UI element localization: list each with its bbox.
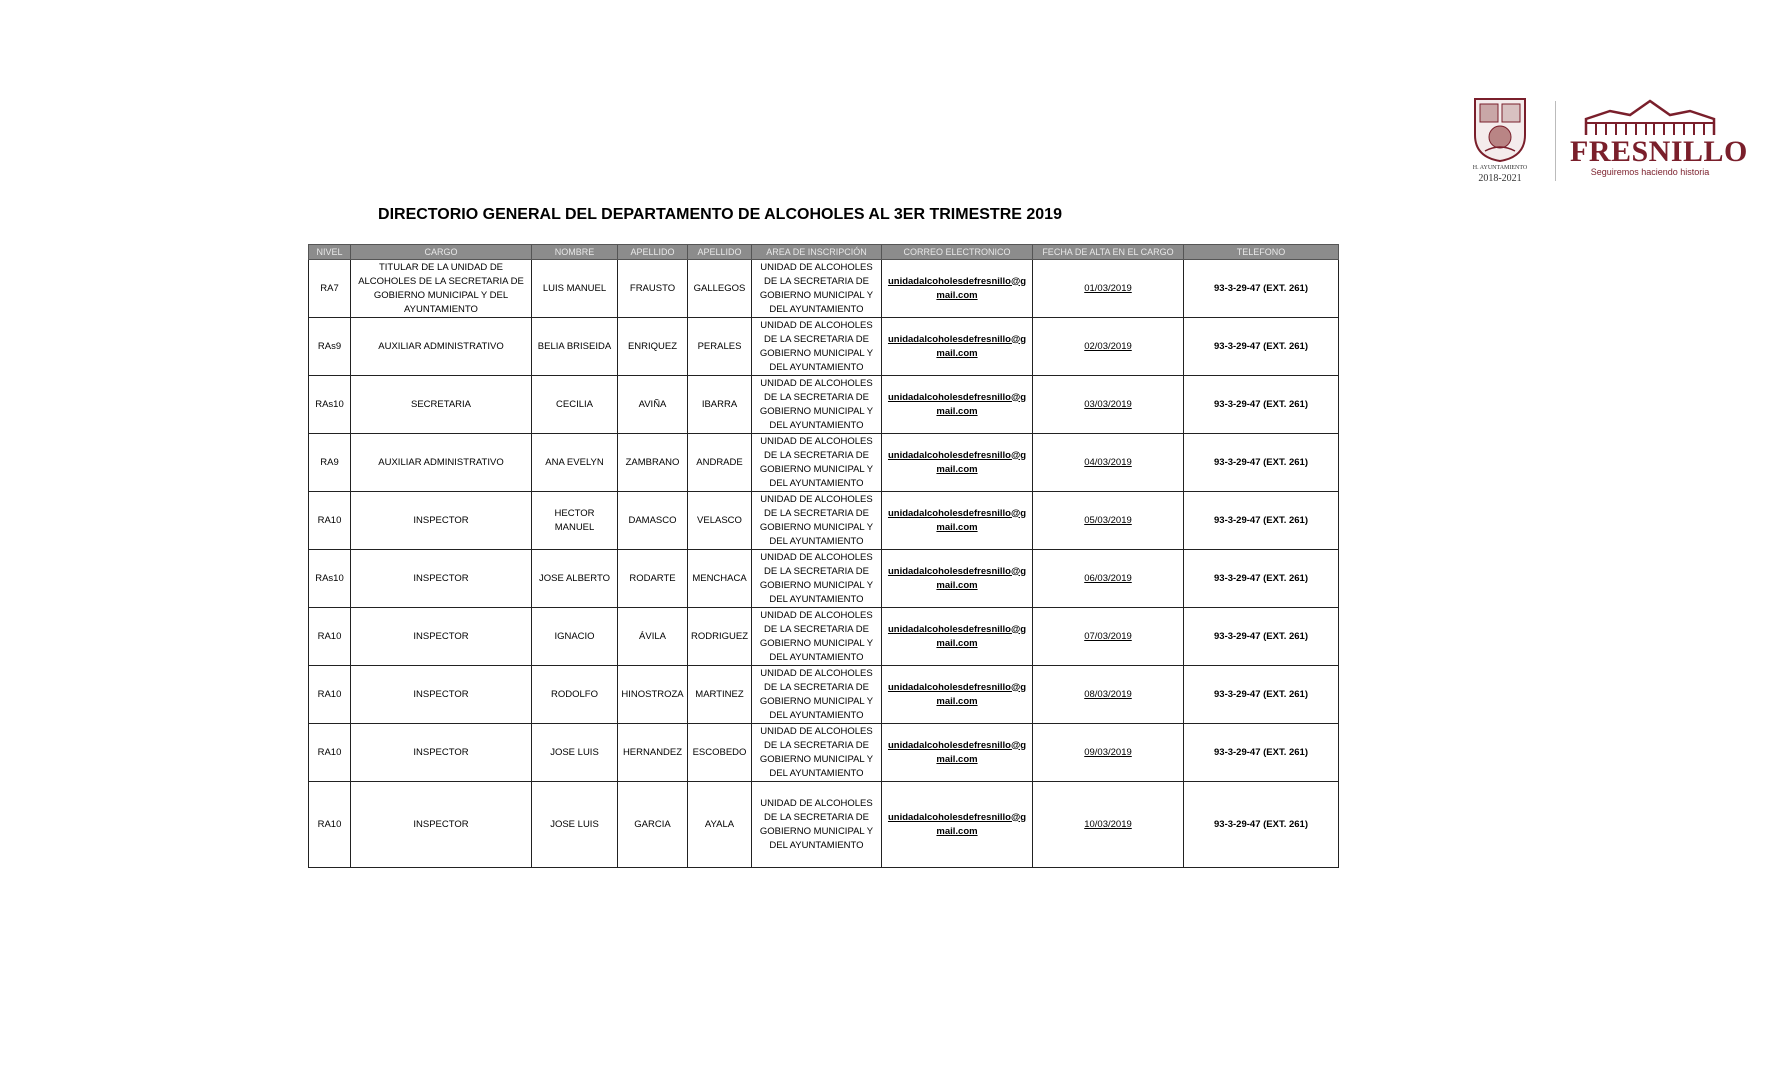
cell-area: UNIDAD DE ALCOHOLES DE LA SECRETARIA DE GOBIERNO MUNICIPAL Y DEL AYUNTAMIENTO	[752, 608, 882, 666]
cell-nombre: JOSE LUIS	[532, 782, 618, 868]
cell-fecha-alta: 03/03/2019	[1033, 376, 1184, 434]
brand-slogan: Seguiremos haciendo historia	[1590, 167, 1710, 177]
table-row	[309, 666, 1339, 724]
cell-apellido-paterno: RODARTE	[618, 550, 688, 608]
crest-shield-icon	[1471, 95, 1529, 163]
cell-area: UNIDAD DE ALCOHOLES DE LA SECRETARIA DE GOBIERNO MUNICIPAL Y DEL AYUNTAMIENTO	[752, 782, 882, 868]
column-header: APELLIDO	[618, 245, 688, 260]
cell-apellido-materno: MENCHACA	[688, 550, 752, 608]
cell-cargo: AUXILIAR ADMINISTRATIVO	[351, 318, 532, 376]
cell-nombre: BELIA BRISEIDA	[532, 318, 618, 376]
cell-area: UNIDAD DE ALCOHOLES DE LA SECRETARIA DE GOBIERNO MUNICIPAL Y DEL AYUNTAMIENTO	[752, 724, 882, 782]
cell-cargo: INSPECTOR	[351, 782, 532, 868]
crest-caption: H. AYUNTAMIENTO	[1472, 165, 1528, 171]
cell-fecha-alta: 09/03/2019	[1033, 724, 1184, 782]
table-row	[309, 724, 1339, 782]
brand-name: FRESNILLO	[1570, 135, 1748, 168]
table-header-row	[309, 245, 1339, 260]
cell-cargo: INSPECTOR	[351, 666, 532, 724]
cell-nivel: RA10	[309, 492, 351, 550]
cell-nombre: IGNACIO	[532, 608, 618, 666]
column-header: FECHA DE ALTA EN EL CARGO	[1033, 245, 1184, 260]
cell-apellido-paterno: ZAMBRANO	[618, 434, 688, 492]
cell-apellido-materno: VELASCO	[688, 492, 752, 550]
table-row	[309, 492, 1339, 550]
cell-telefono: 93-3-29-47 (EXT. 261)	[1184, 782, 1339, 868]
column-header: AREA DE INSCRIPCIÓN	[752, 245, 882, 260]
cell-fecha-alta: 02/03/2019	[1033, 318, 1184, 376]
cell-fecha-alta: 07/03/2019	[1033, 608, 1184, 666]
table-body	[309, 260, 1339, 868]
cell-area: UNIDAD DE ALCOHOLES DE LA SECRETARIA DE GOBIERNO MUNICIPAL Y DEL AYUNTAMIENTO	[752, 318, 882, 376]
cell-cargo: SECRETARIA	[351, 376, 532, 434]
table-row	[309, 608, 1339, 666]
building-skyline-icon	[1580, 97, 1720, 137]
table-row	[309, 318, 1339, 376]
cell-nombre: LUIS MANUEL	[532, 260, 618, 318]
cell-email[interactable]: unidadalcoholesdefresnillo@gmail.com	[882, 608, 1033, 666]
cell-telefono: 93-3-29-47 (EXT. 261)	[1184, 666, 1339, 724]
column-header: CORREO ELECTRONICO	[882, 245, 1033, 260]
cell-fecha-alta: 08/03/2019	[1033, 666, 1184, 724]
cell-nivel: RA7	[309, 260, 351, 318]
cell-nivel: RA10	[309, 724, 351, 782]
column-header: TELEFONO	[1184, 245, 1339, 260]
cell-cargo: INSPECTOR	[351, 608, 532, 666]
cell-telefono: 93-3-29-47 (EXT. 261)	[1184, 724, 1339, 782]
cell-email[interactable]: unidadalcoholesdefresnillo@gmail.com	[882, 550, 1033, 608]
column-header: CARGO	[351, 245, 532, 260]
cell-telefono: 93-3-29-47 (EXT. 261)	[1184, 608, 1339, 666]
cell-area: UNIDAD DE ALCOHOLES DE LA SECRETARIA DE GOBIERNO MUNICIPAL Y DEL AYUNTAMIENTO	[752, 666, 882, 724]
cell-apellido-materno: GALLEGOS	[688, 260, 752, 318]
cell-apellido-materno: IBARRA	[688, 376, 752, 434]
cell-telefono: 93-3-29-47 (EXT. 261)	[1184, 492, 1339, 550]
cell-apellido-materno: ESCOBEDO	[688, 724, 752, 782]
cell-apellido-paterno: HINOSTROZA	[618, 666, 688, 724]
cell-fecha-alta: 06/03/2019	[1033, 550, 1184, 608]
cell-fecha-alta: 05/03/2019	[1033, 492, 1184, 550]
cell-apellido-materno: ANDRADE	[688, 434, 752, 492]
cell-apellido-materno: RODRIGUEZ	[688, 608, 752, 666]
cell-cargo: TITULAR DE LA UNIDAD DE ALCOHOLES DE LA SECRETARIA DE GOBIERNO MUNICIPAL Y DEL AYUNTAMIENTO	[351, 260, 532, 318]
column-header: APELLIDO	[688, 245, 752, 260]
cell-email[interactable]: unidadalcoholesdefresnillo@gmail.com	[882, 724, 1033, 782]
cell-apellido-paterno: AVIÑA	[618, 376, 688, 434]
cell-email[interactable]: unidadalcoholesdefresnillo@gmail.com	[882, 782, 1033, 868]
cell-area: UNIDAD DE ALCOHOLES DE LA SECRETARIA DE GOBIERNO MUNICIPAL Y DEL AYUNTAMIENTO	[752, 376, 882, 434]
cell-apellido-materno: PERALES	[688, 318, 752, 376]
cell-cargo: AUXILIAR ADMINISTRATIVO	[351, 434, 532, 492]
cell-apellido-paterno: GARCIA	[618, 782, 688, 868]
table-row	[309, 376, 1339, 434]
cell-email[interactable]: unidadalcoholesdefresnillo@gmail.com	[882, 376, 1033, 434]
cell-area: UNIDAD DE ALCOHOLES DE LA SECRETARIA DE GOBIERNO MUNICIPAL Y DEL AYUNTAMIENTO	[752, 492, 882, 550]
cell-nombre: CECILIA	[532, 376, 618, 434]
directory-table	[308, 244, 1339, 868]
cell-email[interactable]: unidadalcoholesdefresnillo@gmail.com	[882, 492, 1033, 550]
cell-nivel: RAs10	[309, 376, 351, 434]
cell-apellido-paterno: FRAUSTO	[618, 260, 688, 318]
column-header: NIVEL	[309, 245, 351, 260]
cell-email[interactable]: unidadalcoholesdefresnillo@gmail.com	[882, 434, 1033, 492]
cell-telefono: 93-3-29-47 (EXT. 261)	[1184, 434, 1339, 492]
cell-apellido-materno: MARTINEZ	[688, 666, 752, 724]
cell-nivel: RA10	[309, 608, 351, 666]
fresnillo-logo	[1570, 95, 1748, 185]
cell-email[interactable]: unidadalcoholesdefresnillo@gmail.com	[882, 318, 1033, 376]
page-title: DIRECTORIO GENERAL DEL DEPARTAMENTO DE ALCOHOLES AL 3ER TRIMESTRE 2019	[378, 206, 1062, 223]
cell-nivel: RAs9	[309, 318, 351, 376]
cell-nivel: RA9	[309, 434, 351, 492]
cell-nivel: RA10	[309, 782, 351, 868]
cell-apellido-materno: AYALA	[688, 782, 752, 868]
cell-nombre: RODOLFO	[532, 666, 618, 724]
cell-telefono: 93-3-29-47 (EXT. 261)	[1184, 260, 1339, 318]
column-header: NOMBRE	[532, 245, 618, 260]
header-logos	[1465, 95, 1748, 185]
cell-telefono: 93-3-29-47 (EXT. 261)	[1184, 318, 1339, 376]
cell-fecha-alta: 10/03/2019	[1033, 782, 1184, 868]
cell-nombre: JOSE LUIS	[532, 724, 618, 782]
cell-email[interactable]: unidadalcoholesdefresnillo@gmail.com	[882, 260, 1033, 318]
cell-nivel: RAs10	[309, 550, 351, 608]
cell-nombre: JOSE ALBERTO	[532, 550, 618, 608]
cell-apellido-paterno: ENRIQUEZ	[618, 318, 688, 376]
table-row	[309, 434, 1339, 492]
cell-area: UNIDAD DE ALCOHOLES DE LA SECRETARIA DE GOBIERNO MUNICIPAL Y DEL AYUNTAMIENTO	[752, 260, 882, 318]
cell-apellido-paterno: ÁVILA	[618, 608, 688, 666]
table-row	[309, 260, 1339, 318]
cell-apellido-paterno: DAMASCO	[618, 492, 688, 550]
table-row	[309, 550, 1339, 608]
cell-cargo: INSPECTOR	[351, 550, 532, 608]
cell-apellido-paterno: HERNANDEZ	[618, 724, 688, 782]
crest-years: 2018-2021	[1478, 173, 1522, 184]
cell-nivel: RA10	[309, 666, 351, 724]
cell-cargo: INSPECTOR	[351, 492, 532, 550]
cell-fecha-alta: 04/03/2019	[1033, 434, 1184, 492]
cell-telefono: 93-3-29-47 (EXT. 261)	[1184, 550, 1339, 608]
ayuntamiento-crest	[1465, 95, 1535, 187]
cell-nombre: ANA EVELYN	[532, 434, 618, 492]
cell-area: UNIDAD DE ALCOHOLES DE LA SECRETARIA DE GOBIERNO MUNICIPAL Y DEL AYUNTAMIENTO	[752, 550, 882, 608]
logo-divider	[1555, 101, 1556, 181]
cell-nombre: HECTOR MANUEL	[532, 492, 618, 550]
table-row	[309, 782, 1339, 868]
cell-fecha-alta: 01/03/2019	[1033, 260, 1184, 318]
cell-area: UNIDAD DE ALCOHOLES DE LA SECRETARIA DE GOBIERNO MUNICIPAL Y DEL AYUNTAMIENTO	[752, 434, 882, 492]
cell-telefono: 93-3-29-47 (EXT. 261)	[1184, 376, 1339, 434]
cell-cargo: INSPECTOR	[351, 724, 532, 782]
cell-email[interactable]: unidadalcoholesdefresnillo@gmail.com	[882, 666, 1033, 724]
